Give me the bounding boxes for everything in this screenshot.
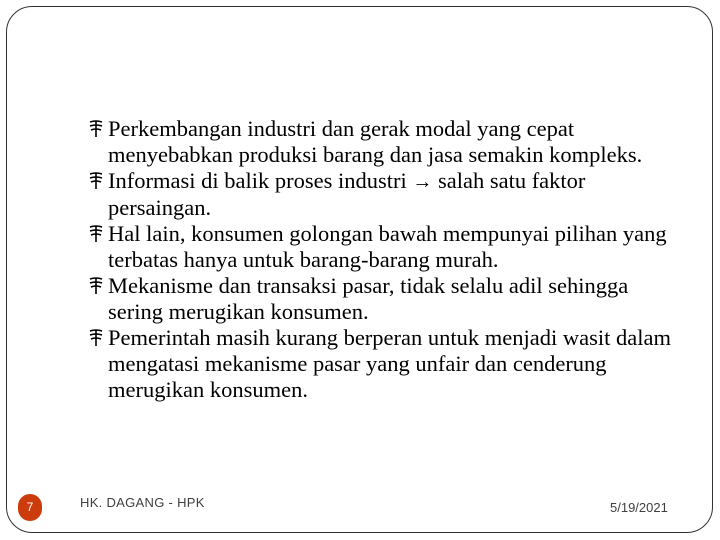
bullet-text: Mekanisme dan transaksi pasar, tidak selalu adil sehingga sering merugikan konsumen. <box>108 273 629 324</box>
footer-date: 5/19/2021 <box>610 500 668 515</box>
tree-bullet-icon <box>88 171 104 191</box>
bullet-text: Informasi di balik proses industri <box>108 168 413 193</box>
bullet-item-3 <box>88 221 678 273</box>
right-arrow-icon: → <box>412 171 433 193</box>
slide-number-badge: 7 <box>18 494 42 521</box>
bullet-item-5 <box>88 325 678 403</box>
bullet-item-2 <box>88 168 678 221</box>
tree-bullet-icon <box>88 328 104 348</box>
bullet-text: Perkembangan industri dan gerak modal yang cepat menyebabkan produksi barang dan jasa semakin kompleks. <box>108 116 643 167</box>
bullet-list <box>88 116 678 403</box>
tree-bullet-icon <box>88 224 104 244</box>
bullet-text: salah satu faktor persaingan. <box>108 168 586 220</box>
footer-title: HK. DAGANG - HPK <box>80 495 205 510</box>
bullet-text: Hal lain, konsumen golongan bawah mempunyai pilihan yang terbatas hanya untuk barang-barang murah. <box>108 221 667 272</box>
tree-bullet-icon <box>88 119 104 139</box>
bullet-item-4 <box>88 273 678 325</box>
bullet-item-1 <box>88 116 678 168</box>
bullet-text: Pemerintah masih kurang berperan untuk menjadi wasit dalam mengatasi mekanisme pasar yang unfair dan cenderung merugikan konsumen. <box>108 325 671 402</box>
tree-bullet-icon <box>88 276 104 296</box>
